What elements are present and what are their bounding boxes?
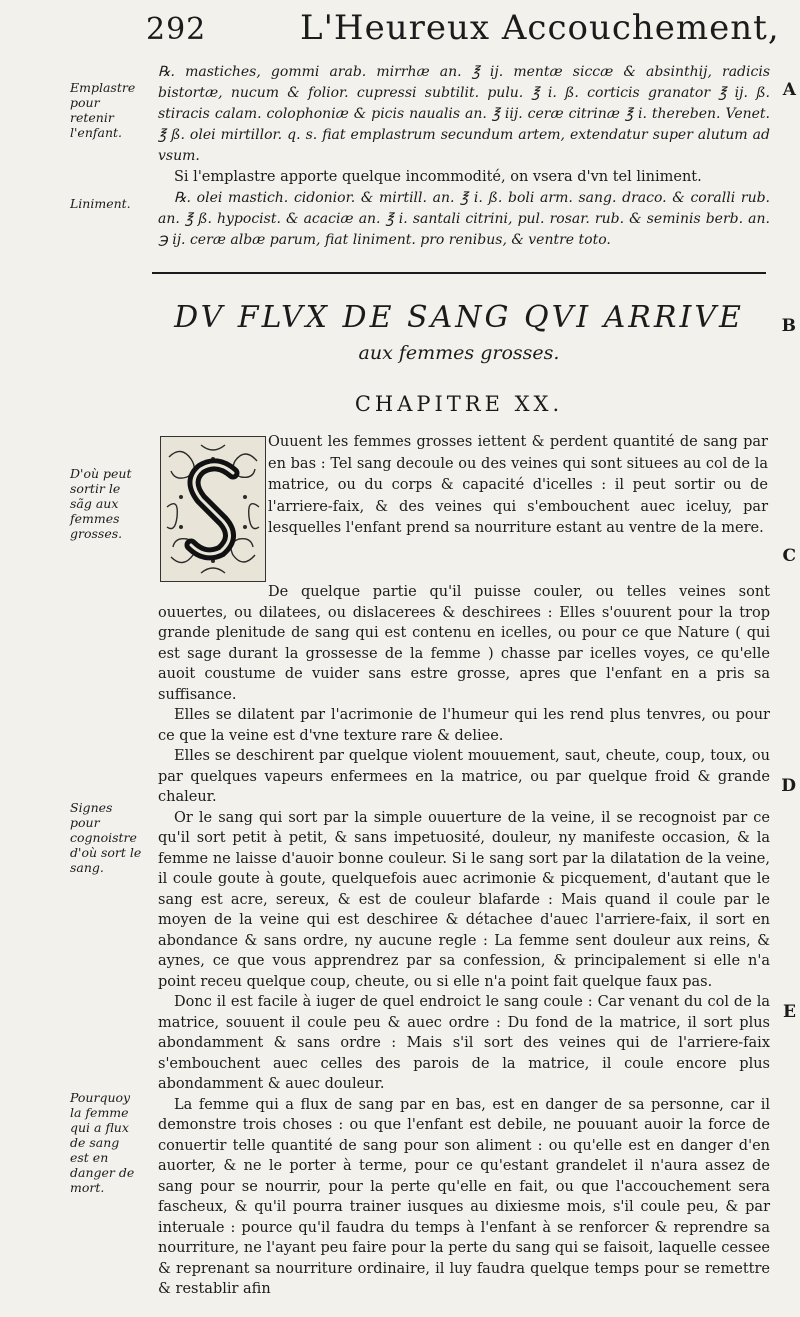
edge-letter-d: D xyxy=(781,776,796,796)
margin-note-signes: Signes pour cognoistre d'où sort le sang. xyxy=(70,800,142,875)
page-number: 292 xyxy=(146,12,207,47)
page-header xyxy=(140,8,780,54)
section-rule xyxy=(152,272,766,274)
margin-note-emplastre: Emplastre pour retenir l'enfant. xyxy=(70,80,136,140)
paragraph-6: La femme qui a flux de sang par en bas, est en danger de sa personne, car il demonstre trois choses : ou que l'enfant est debile, ne pouuant auoir la force de conuertir telle quantité de sang pour son aliment : ou qu'elle est en danger d'en auorter, & ne le porter à terme, pour ce qu'estant grandelet il n'aura assez de sang pour se nourrir, pour la perte qu'elle en fait, ou que l'accouchement sera fascheux, & qu'il pourra trainer iusques au dixiesme mois, s'il coule peu, & par interuale : pource qu'il faudra du temps à l'enfant à se renforcer & reprendre sa nourriture, ne l'ayant peu faire pour la perte du sang qui se faisoit, laquelle cessee & reprenant sa nourriture ordinaire, il luy faudra quelque temps pour se remettre & restablir afin xyxy=(158,1096,770,1297)
edge-letter-a: A xyxy=(782,80,796,100)
recipe-emplastre: ℞. mastiches, gommi arab. mirrhæ an. ℥ ij. mentæ siccæ & absinthij, radicis bistortæ, nucum & folior. cupressi subtilit. pulu. ℥ i. ß. corticis granator ℥ ij. ß. stiracis calam. colophoniæ & picis naualis an. ℥ iij. ceræ citrinæ ℥ i. thereben. Venet. ℥ ß. olei mirtillor. q. s. fiat emplastrum secundum artem, extendatur super alutum ad vsum. xyxy=(158,64,770,164)
paragraph-2: Elles se dilatent par l'acrimonie de l'humeur qui les rend plus tenvres, ou pour ce que la veine est d'vne texture rare & deliee. xyxy=(158,707,770,744)
edge-letter-e: E xyxy=(783,1002,796,1022)
edge-letter-c: C xyxy=(782,546,796,566)
chapter-subtitle: aux femmes grosses. xyxy=(358,342,560,364)
paragraph-3: Elles se deschirent par quelque violent mouuement, saut, cheute, coup, toux, ou par quelques vapeurs enfermees en la matrice, ou par quelque froid & grande chaleur. xyxy=(158,748,770,805)
running-title: L'Heureux Accouchement, xyxy=(300,8,780,48)
margin-note-danger: Pourquoy la femme qui a flux de sang est en danger de mort. xyxy=(70,1090,135,1195)
recipe-liniment: ℞. olei mastich. cidonior. & mirtill. an. ℥ i. ß. boli arm. sang. draco. & coralli rub. an. ℥ ß. hypocist. & acaciæ an. ℥ i. santali citrini, pul. rosar. rub. & seminis berb. an. ℈ ij. ceræ albæ parum, fiat liniment. pro renibus, & ventre toto. xyxy=(158,189,770,248)
paragraph-5: Donc il est facile à iuger de quel endroict le sang coule : Car venant du col de la matrice, souuent il coule peu & auec ordre : Du fond de la matrice, il sort plus abondamment & sans ordre : Mais s'il sort des veines qui de l'arriere-faix s'embouchent auec celles des parois de la matrice, il coule encore plus abondamment & auec douleur. xyxy=(158,994,770,1092)
recipe-block xyxy=(158,62,770,251)
paragraph-1: De quelque partie qu'il puisse couler, ou telles veines sont ouuertes, ou dilatees, ou dislacerees & deschirees : Elles s'ouurent pour la trop grande plenitude de sang qui est contenu en icelles, ou pour ce que Nature ( qui est sage durant la grossesse de la femme ) chasse par icelles voyes, ce qu'elle auoit coustume de vuider sans estre grosse, apres que l'enfant en a pris sa suffisance. xyxy=(158,584,770,703)
opening-paragraph: Ouuent les femmes grosses iettent & perdent quantité de sang par en bas : Tel sang decoule ou des veines qui sont situees au col de la matrice, ou du corps & capacité d'icelles : il peut sortir ou de l'arriere-faix, & des veines qui s'embouchent auec iceluy, par lesquelles l'enfant prend sa nourriture estant au ventre de la mere. xyxy=(268,434,768,536)
chapter-body xyxy=(158,582,770,1300)
chapter-number: CHAPITRE XX. xyxy=(354,392,564,416)
paragraph-4: Or le sang qui sort par la simple ouuerture de la veine, il se recognoist par ce qu'il sort petit à petit, & sans impetuosité, douleur, ny manifeste occasion, & la femme ne laisse d'auoir bonne couleur. Si le sang sort par la dilatation de la veine, il coule goute à goute, quelquefois auec acrimonie & picquement, d'autant que le sang est acre, sereux, & est de couleur blafarde : Mais quand il coule par le moyen de la veine qui est deschiree & détachee d'auec l'arriere-faix, il sort en abondance & sans ordre, ny aucune regle : La femme sent douleur aux reins, & aynes, ce que vous apprendrez par sa confession, & principalement si elle n'a point receu quelque coup, cheute, ou si elle n'a point fait quelque faux pas. xyxy=(158,809,770,990)
margin-note-sortir: D'où peut sortir le sãg aux femmes grosses. xyxy=(70,466,132,541)
edge-letter-b: B xyxy=(781,316,796,336)
liniment-intro: Si l'emplastre apporte quelque incommodité, on vsera d'vn tel liniment. xyxy=(174,169,702,185)
margin-note-liniment: Liniment. xyxy=(70,196,131,211)
ornamental-initial-s xyxy=(160,436,266,582)
chapter-title: DV FLVX DE SANG QVI ARRIVE xyxy=(174,300,744,335)
ornamental-initial-s-icon xyxy=(161,437,265,581)
